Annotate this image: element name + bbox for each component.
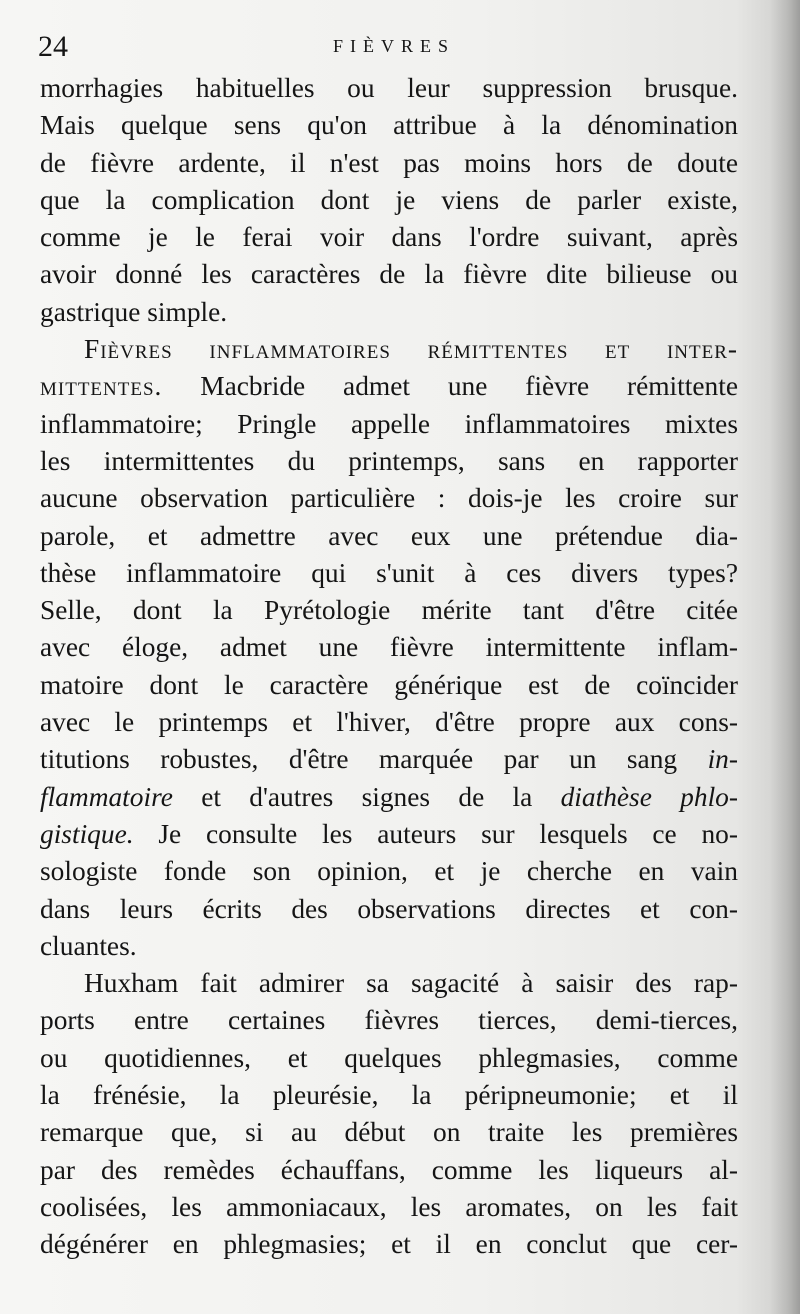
- page-edge-shadow: [770, 0, 800, 1314]
- italic-span: gistique.: [40, 818, 134, 849]
- text-line: [40, 741, 738, 778]
- text-line: sologiste fonde son opinion, et je cherche en vain: [40, 856, 738, 887]
- italic-span: flammatoire: [40, 781, 173, 812]
- text-span: et d'autres signes de la: [172, 781, 561, 812]
- text-line: aucune observation particulière : dois-je les croire sur: [40, 483, 738, 514]
- text-line: avoir donné les caractères de la fièvre dite bilieuse ou: [40, 259, 738, 290]
- text-line: comme je le ferai voir dans l'ordre suivant, après: [40, 222, 738, 253]
- text-line: inflammatoire; Pringle appelle inflammatoires mixtes: [40, 408, 738, 439]
- italic-span: in-: [707, 744, 738, 775]
- text-line: de fièvre ardente, il n'est pas moins hors de doute: [40, 147, 738, 178]
- text-line: les intermittentes du printemps, sans en rapporter: [40, 445, 738, 476]
- section-heading-line: Fièvres inflammatoires rémittentes et inter-: [84, 334, 738, 365]
- text-line: dans leurs écrits des observations directes et con-: [40, 893, 738, 924]
- text-line: [40, 368, 738, 405]
- text-line: par des remèdes échauffans, comme les liqueurs al-: [40, 1154, 738, 1185]
- text-line: dégénérer en phlegmasies; et il en conclut que cer-: [40, 1229, 738, 1260]
- page-number: 24: [38, 30, 68, 63]
- text-span: Je consulte les auteurs sur lesquels ce no-: [133, 818, 738, 849]
- section-heading-continuation: mittentes.: [40, 371, 163, 402]
- text-line: ports entre certaines fièvres tierces, demi-tierces,: [40, 1005, 738, 1036]
- text-line: que la complication dont je viens de parler existe,: [40, 184, 738, 215]
- text-line: [40, 779, 738, 816]
- text-line: [40, 816, 738, 853]
- text-line: la frénésie, la pleurésie, la péripneumonie; et il: [40, 1080, 738, 1111]
- running-head: FIÈVRES: [332, 36, 455, 56]
- text-span: Macbride admet une fièvre rémittente: [162, 371, 738, 402]
- text-line: ou quotidiennes, et quelques phlegmasies, comme: [40, 1042, 738, 1073]
- page-header: [38, 30, 750, 64]
- italic-span: diathèse phlo-: [560, 781, 738, 812]
- text-line: Huxham fait admirer sa sagacité à saisir des rap-: [84, 968, 738, 999]
- text-line: morrhagies habituelles ou leur suppression brusque.: [40, 73, 738, 103]
- text-line: thèse inflammatoire qui s'unit à ces divers types?: [40, 557, 738, 588]
- text-line: parole, et admettre avec eux une prétendue dia-: [40, 520, 738, 551]
- text-line: cluantes.: [40, 930, 137, 961]
- text-line: matoire dont le caractère générique est de coïncider: [40, 669, 738, 700]
- text-line: Mais quelque sens qu'on attribue à la dénomination: [40, 110, 738, 141]
- text-line: remarque que, si au début on traite les premières: [40, 1117, 738, 1148]
- text-line: coolisées, les ammoniacaux, les aromates, on les fait: [40, 1191, 738, 1222]
- text-line: Selle, dont la Pyrétologie mérite tant d'être citée: [40, 595, 738, 626]
- text-line: gastrique simple.: [40, 296, 228, 327]
- text-span: titutions robustes, d'être marquée par un sang: [40, 744, 708, 775]
- text-line: avec le printemps et l'hiver, d'être propre aux cons-: [40, 707, 738, 738]
- text-line: avec éloge, admet une fièvre intermittente inflam-: [40, 632, 738, 663]
- body-text: [40, 70, 738, 1264]
